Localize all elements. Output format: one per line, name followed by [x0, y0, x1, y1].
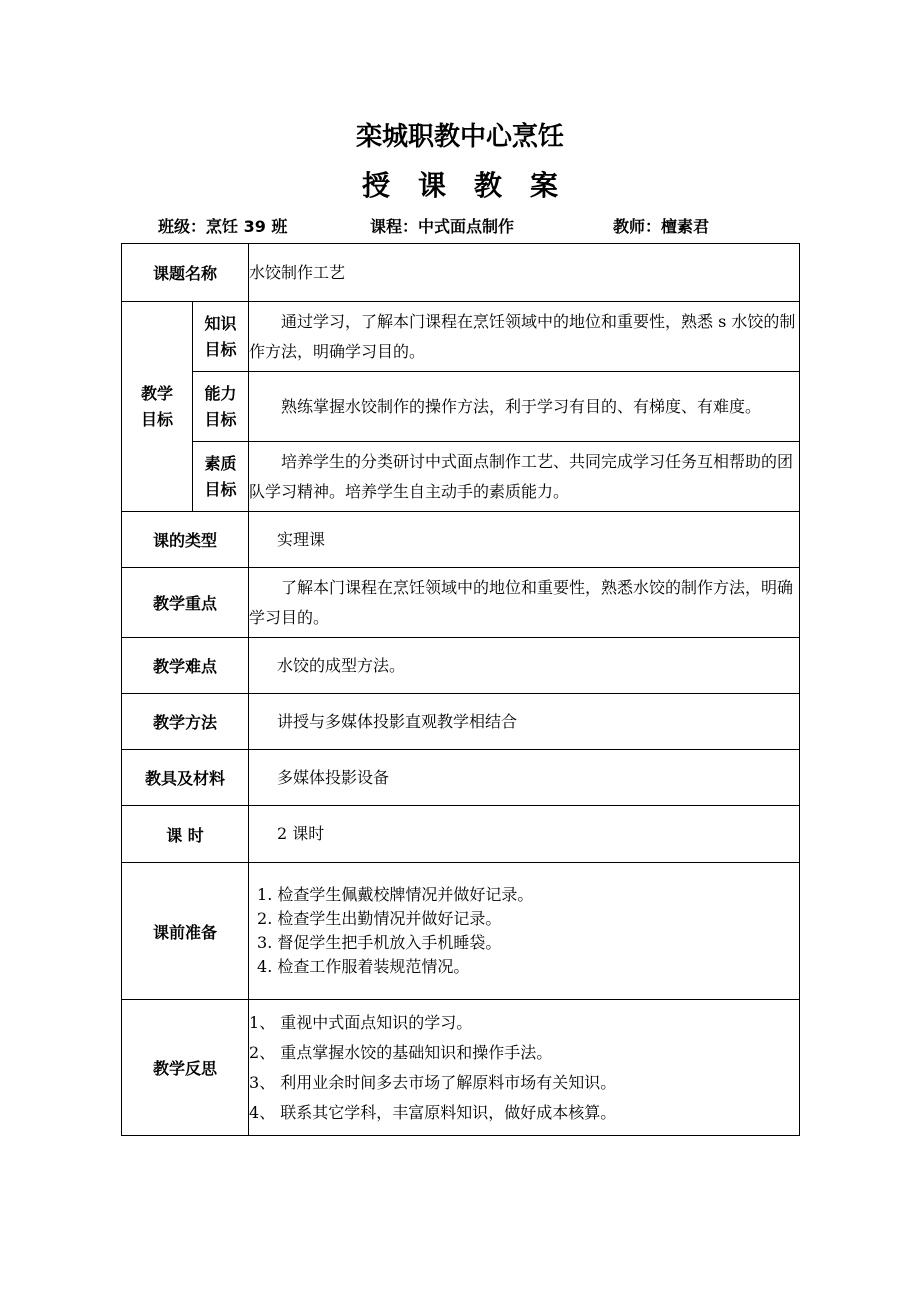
course-info	[370, 214, 514, 237]
difficulties-label: 教学难点	[122, 638, 249, 694]
teacher-info	[613, 214, 709, 237]
class-value: 烹饪 39 班	[206, 217, 288, 236]
method-label: 教学方法	[122, 694, 249, 750]
table-row-difficulties	[122, 638, 800, 694]
materials-value: 多媒体投影设备	[249, 750, 800, 806]
ability-goal-label: 能力目标	[193, 372, 249, 442]
list-item: 4、 联系其它学科，丰富原料知识，做好成本核算。	[249, 1102, 617, 1122]
reflection-list	[249, 1000, 800, 1136]
list-item: 2. 检查学生出勤情况并做好记录。	[257, 909, 502, 928]
ability-goal-text: 熟练掌握水饺制作的操作方法，利于学习有目的、有梯度、有难度。	[249, 372, 800, 442]
school-title: 栾城职教中心烹饪	[355, 122, 564, 152]
teacher-label: 教师：	[613, 217, 662, 236]
topic-value: 水饺制作工艺	[249, 244, 800, 302]
table-row-type	[122, 512, 800, 568]
list-item: 4. 检查工作服着装规范情况。	[257, 957, 470, 976]
key-points-label: 教学重点	[122, 568, 249, 638]
document-title: 授课教案	[361, 169, 586, 202]
preparation-list	[249, 863, 800, 1000]
topic-label: 课题名称	[122, 244, 249, 302]
table-row-key-points	[122, 568, 800, 638]
reflection-label: 教学反思	[122, 1000, 249, 1136]
hours-value: 2 课时	[249, 806, 800, 863]
table-row-ability-goal	[122, 372, 800, 442]
list-item: 1、 重视中式面点知识的学习。	[249, 1012, 473, 1032]
key-points-value: 了解本门课程在烹饪领域中的地位和重要性，熟悉水饺的制作方法，明确学习目的。	[249, 568, 800, 638]
materials-label: 教具及材料	[122, 750, 249, 806]
goals-label: 教学目标	[122, 302, 193, 512]
quality-goal-label: 素质目标	[193, 442, 249, 512]
type-label: 课的类型	[122, 512, 249, 568]
list-item: 2、 重点掌握水饺的基础知识和操作手法。	[249, 1042, 553, 1062]
table-row-knowledge-goal	[122, 302, 800, 372]
list-item: 3、 利用业余时间多去市场了解原料市场有关知识。	[249, 1072, 617, 1092]
difficulties-value: 水饺的成型方法。	[249, 638, 800, 694]
table-row-method	[122, 694, 800, 750]
class-info	[158, 214, 287, 237]
lesson-plan-table	[121, 243, 800, 1136]
table-row-materials	[122, 750, 800, 806]
preparation-label: 课前准备	[122, 863, 249, 1000]
list-item: 3. 督促学生把手机放入手机睡袋。	[257, 933, 502, 952]
teacher-value: 檀素君	[661, 217, 710, 236]
course-value: 中式面点制作	[418, 217, 515, 236]
hours-label: 课 时	[122, 806, 249, 863]
table-row-topic	[122, 244, 800, 302]
table-row-reflection	[122, 1000, 800, 1136]
type-value: 实理课	[249, 512, 800, 568]
knowledge-goal-label: 知识目标	[193, 302, 249, 372]
method-value: 讲授与多媒体投影直观教学相结合	[249, 694, 800, 750]
list-item: 1. 检查学生佩戴校牌情况并做好记录。	[257, 885, 534, 904]
quality-goal-text: 培养学生的分类研讨中式面点制作工艺、共同完成学习任务互相帮助的团队学习精神。培养学生自主动手的素质能力。	[249, 442, 800, 512]
table-row-preparation	[122, 863, 800, 1000]
table-row-quality-goal	[122, 442, 800, 512]
table-row-hours	[122, 806, 800, 863]
knowledge-goal-text: 通过学习，了解本门课程在烹饪领域中的地位和重要性，熟悉 s 水饺的制作方法，明确学习目的。	[249, 302, 800, 372]
class-label: 班级：	[158, 217, 207, 236]
course-label: 课程：	[370, 217, 419, 236]
